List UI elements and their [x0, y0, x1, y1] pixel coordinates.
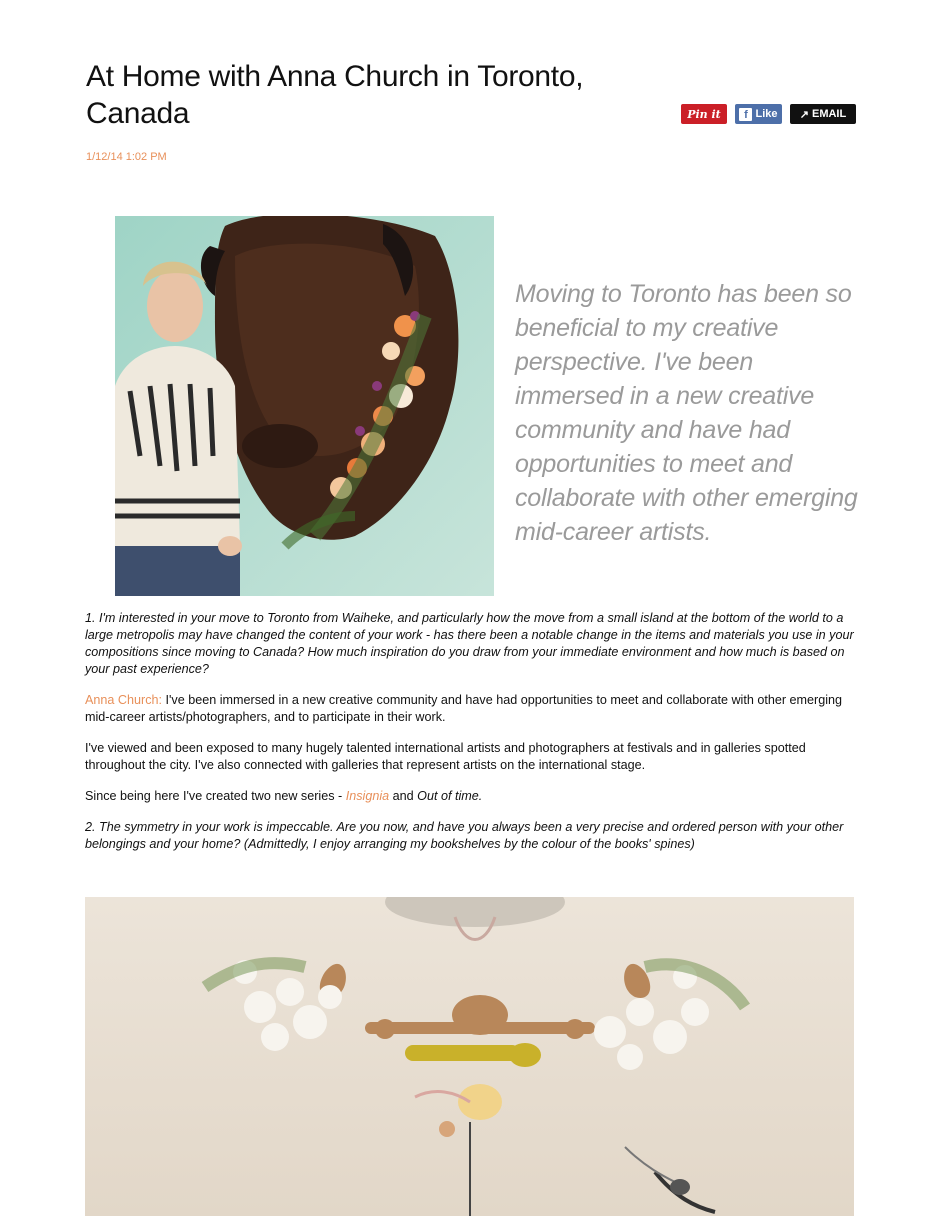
- and-text: and: [392, 789, 414, 803]
- out-of-time-title: Out of time.: [417, 789, 483, 803]
- pull-quote: Moving to Toronto has been so beneficial to my creative perspective. I've been immersed in a new creative community and have had opportunities to meet and collaborate with other emerging mid-career artists.: [515, 280, 858, 546]
- facebook-like-button[interactable]: [735, 104, 782, 124]
- answer-paragraph-2: I've viewed and been exposed to many hugely talented international artists and photographers at festivals and in galleries spotted throughout the city. I've also connected with galleries that represent artists on the international stage.: [85, 741, 806, 772]
- interview-question-2: 2. The symmetry in your work is impeccable. Are you now, and have you always been a very precise and ordered person with your other belongings and your home? (Admittedly, I enjoy arranging my bookshelves by the colour of the books' spines): [85, 820, 844, 851]
- answer-text-3: Since being here I've created two new series -: [85, 789, 343, 803]
- article-title: At Home with Anna Church in Toronto, Canada: [86, 60, 584, 130]
- insignia-link[interactable]: Insignia: [345, 789, 390, 803]
- pinterest-button[interactable]: Pin it: [681, 104, 727, 124]
- speaker-label: Anna Church:: [85, 693, 163, 707]
- artist-portrait-photo: [115, 216, 494, 596]
- like-label: Like: [755, 108, 778, 120]
- article-header: [86, 58, 856, 148]
- interview-question-1: 1. I'm interested in your move to Toronto from Waiheke, and particularly how the move from a small island at the bottom of the world to a large metropolis may have changed the content of your work - has there been a notable change in the items and materials you use in your compositions since moving to Canada? How much inspiration do you draw from your immediate environment and how much is based on your past experience?: [85, 611, 854, 676]
- facebook-icon: f: [739, 108, 752, 121]
- share-icon: ↗: [799, 108, 809, 121]
- email-label: EMAIL: [811, 108, 847, 120]
- email-share-button[interactable]: [790, 104, 856, 124]
- artwork-still-life-photo: [85, 897, 854, 1216]
- post-timestamp: 1/12/14 1:02 PM: [86, 151, 167, 163]
- answer-paragraph-1: [85, 692, 860, 726]
- share-bar: [681, 104, 856, 124]
- article-body: [85, 610, 860, 867]
- answer-paragraph-3: [85, 788, 860, 805]
- answer-text-1: I've been immersed in a new creative community and have had opportunities to meet and collaborate with other emerging mid-career artists/photographers, and to participate in their work.: [85, 693, 843, 724]
